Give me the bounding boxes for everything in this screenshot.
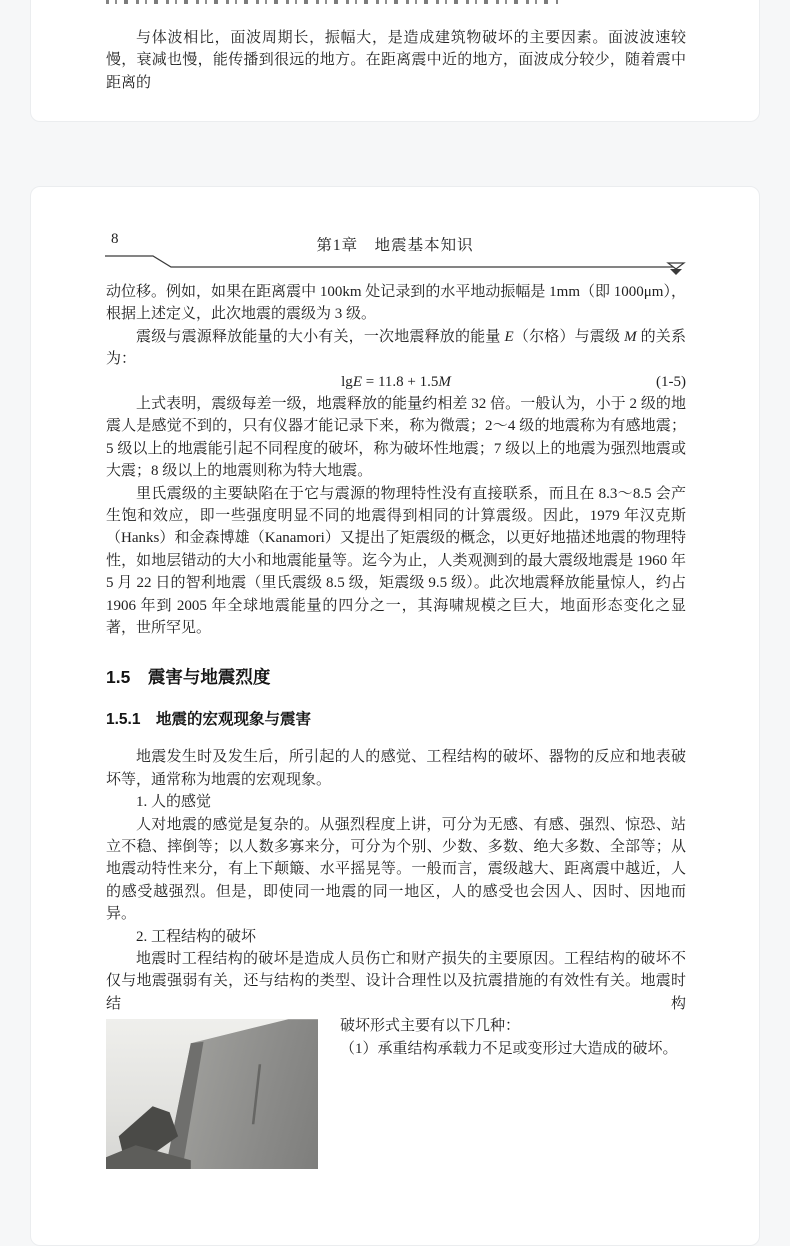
formula-E: E: [352, 373, 362, 390]
header-rule-decoration: [31, 229, 761, 279]
variable-M: M: [624, 328, 637, 345]
formula-lg: lg: [341, 373, 353, 390]
paragraph-text: （尔格）与震级: [513, 328, 625, 345]
equation-number: (1-5): [656, 373, 686, 390]
section-heading-1-5: 1.5 震害与地震烈度: [106, 666, 271, 687]
list-item-human-perception: 1. 人的感觉: [136, 794, 212, 811]
paragraph-energy-ratio: 上式表明，震级每差一级，地震释放的能量约相差 32 倍。一般认为，小于 2 级的地震人是感觉不到的，只有仪器才能记录下来，称为微震；2～4 级的地震称为有感地震；5 级以上的地震能引起不同程度的破坏，称为破坏性地震；7 级以上的地震为强烈地震或大震；8 级以上的地震则称为特大地震。: [106, 396, 686, 480]
paragraph-human-perception: 人对地震的感觉是复杂的。从强烈程度上讲，可分为无感、有感、强烈、惊恐、站立不稳、摔倒等；以人数多寡来分，可分为个别、少数、多数、绝大多数、全部等；从地震动特性来分，有上下颠簸、水平摇晃等。一般而言，震级越大、距离震中越近，人的感受越强烈。但是，即使同一地震的同一地区，人的感受也会因人、因时、因地而异。: [106, 816, 686, 923]
paragraph-text: 的关系为：: [106, 328, 686, 368]
paragraph-text: 震级与震源释放能量的大小有关，一次地震释放的能量: [136, 328, 505, 345]
list-item-structural-damage: 2. 工程结构的破坏: [136, 928, 257, 945]
previous-page: [30, 0, 760, 122]
paragraph-macro-phenomena: 地震发生时及发生后，所引起的人的感觉、工程结构的破坏、器物的反应和地表破坏等，通常称为地震的宏观现象。: [106, 749, 686, 788]
paragraph-richter-limitations: 里氏震级的主要缺陷在于它与震源的物理特性没有直接联系，而且在 8.3～8.5 会产生饱和效应，即一些强度明显不同的地震得到相同的计算震级。因此，1979 年汉克斯（Hanks）和金森博雄（Kanamori）又提出了矩震级的概念，以更好地描述地震的物理特性，如地层错动的大小和地震能量等。迄今为止，人类观测到的最大震级地震是 1960 年 5 月 22 日的智利地震（里氏震级 8.5 级，矩震级 9.5 级）。此次地震释放能量惊人，约占 1906 年到 2005 年全球地震能量的四分之一，其海啸规模之巨大，地面形态变化之显著，世所罕见。: [106, 485, 686, 637]
page-body: [106, 281, 686, 1169]
paragraph-with-photo: [106, 1015, 686, 1169]
paragraph-magnitude-energy: [106, 326, 686, 371]
paragraph-continuation: 动位移。例如，如果在距离震中 100km 处记录到的水平地动振幅是 1mm（即 1000μm），根据上述定义，此次地震的震级为 3 级。: [106, 284, 686, 323]
formula-M: M: [438, 373, 451, 390]
damaged-building-photo: [106, 1019, 318, 1169]
variable-E: E: [504, 328, 514, 345]
formula-mid: = 11.8 + 1.5: [361, 373, 439, 390]
paragraph-damage-forms: 破坏形式主要有以下几种：: [340, 1018, 521, 1035]
current-page: [30, 186, 760, 1246]
subsection-heading-1-5-1: 1.5.1 地震的宏观现象与震害: [106, 710, 311, 728]
page-number: 8: [111, 231, 119, 247]
clipped-text-line: [106, 0, 558, 4]
list-item-damage-type-1: （1）承重结构承载力不足或变形过大造成的破坏。: [340, 1040, 678, 1057]
previous-page-paragraph: 与体波相比，面波周期长，振幅大，是造成建筑物破坏的主要因素。面波波速较慢，衰减也慢，能传播到很远的地方。在距离震中近的地方，面波成分较少，随着震中距离的: [106, 30, 686, 91]
equation-1-5: [106, 371, 686, 393]
running-head-chapter-title: 第1章 地震基本知识: [316, 237, 474, 254]
paragraph-structural-damage: 地震时工程结构的破坏是造成人员伤亡和财产损失的主要原因。工程结构的破坏不仅与地震强弱有关，还与结构的类型、设计合理性以及抗震措施的有效性有关。地震时结构: [106, 950, 686, 1012]
